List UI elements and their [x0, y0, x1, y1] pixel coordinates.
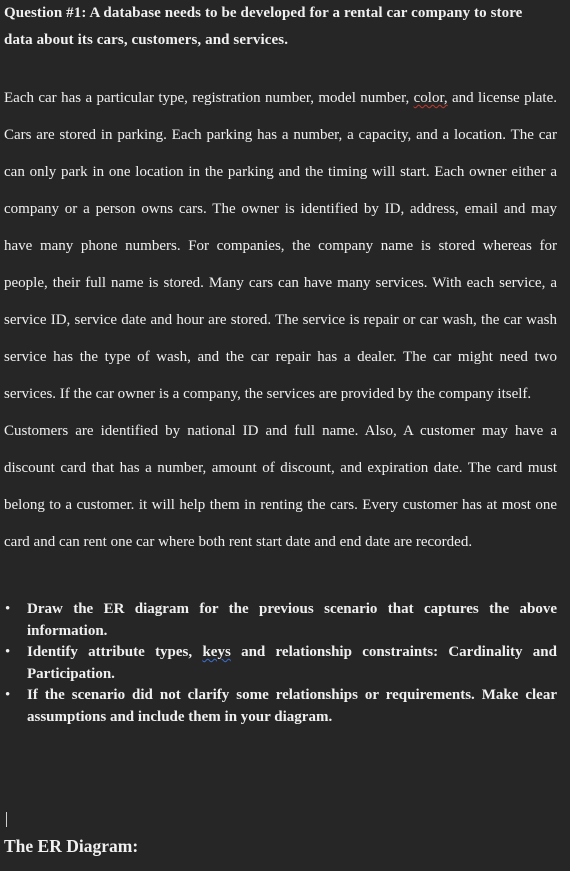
- requirement-item-assumptions: [4, 685, 557, 728]
- spellcheck-word-keys[interactable]: keys: [202, 644, 231, 660]
- requirements-list: [4, 599, 557, 728]
- requirement-text: Draw the ER diagram for the previous scenario that captures the above information.: [27, 601, 557, 639]
- paragraph-text: and license plate. Cars are stored in parking. Each parking has a number, a capacity, and a location. The car can only park in one location in the parking and the timing will start. Each owner either a company or a person owns cars. The owner is identified by ID, address, email and may have many phone numbers. For companies, the company name is stored whereas for people, their full name is stored. Many cars can have many services. With each service, a service ID, service date and hour are stored. The service is repair or car wash, the car wash service has the type of wash, and the car repair has a dealer. The car might need two services. If the car owner is a company, the services are provided by the company itself.: [4, 90, 557, 402]
- question-heading: [4, 0, 557, 54]
- text-cursor[interactable]: [6, 812, 7, 827]
- requirement-item-identify: [4, 642, 557, 685]
- scenario-paragraph-customers: Customers are identified by national ID and full name. Also, A customer may have a discount card that has a number, amount of discount, and expiration date. The card must belong to a customer. it will help them in renting the cars. Every customer has at most one card and can rent one car where both rent start date and end date are recorded.: [4, 423, 557, 550]
- bullet-marker: •: [5, 601, 11, 617]
- requirement-text: Identify attribute types,: [27, 644, 203, 660]
- er-diagram-heading: The ER Diagram:: [4, 836, 139, 856]
- bullet-marker: •: [5, 687, 11, 703]
- requirement-text: and relationship constraints: Cardinality and Participation.: [27, 644, 557, 682]
- spellcheck-word-color[interactable]: color,: [413, 90, 448, 106]
- requirement-item-draw-er: [4, 599, 557, 642]
- question-line-2: data about its cars, customers, and services.: [4, 32, 289, 48]
- bullet-marker: •: [5, 644, 11, 660]
- requirement-text: If the scenario did not clarify some relationships or requirements. Make clear assumptions and include them in your diagram.: [27, 687, 557, 725]
- scenario-paragraph-cars: [4, 80, 557, 413]
- paragraph-text: Each car has a particular type, registration number, model number,: [4, 90, 414, 106]
- question-line-1: Question #1: A database needs to be developed for a rental car company to store: [4, 5, 523, 21]
